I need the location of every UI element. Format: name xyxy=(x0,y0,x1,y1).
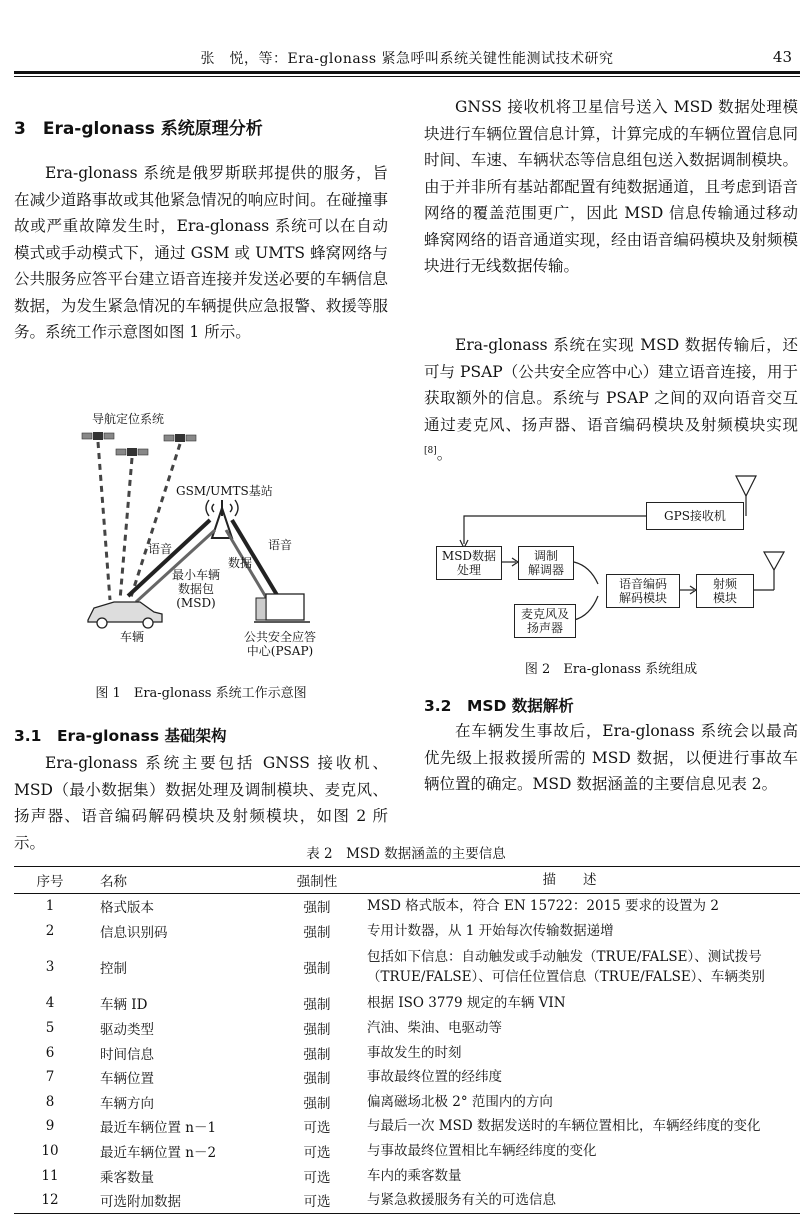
satellite-icon xyxy=(164,434,196,442)
cell-description: 事故发生的时刻 xyxy=(367,1044,462,1061)
label-satellite-system: 导航定位系统 xyxy=(92,412,165,426)
cell-name: 最近车辆位置 n－1 xyxy=(100,1120,217,1137)
header-rule-thick xyxy=(14,71,800,74)
label-vehicle: 车辆 xyxy=(120,630,145,644)
cell-mandatory: 强制 xyxy=(303,1095,331,1112)
cell-description: 车内的乘客数量 xyxy=(367,1167,462,1184)
antenna-icon xyxy=(764,552,784,590)
mic-speaker-box xyxy=(514,604,576,638)
table-header-row xyxy=(14,867,800,894)
satellite-icon xyxy=(116,448,148,456)
section-3-1-heading: 3.1 Era-glonass 基础架构 xyxy=(14,727,227,745)
cell-index: 12 xyxy=(14,1188,86,1213)
packet-line-3: (MSD) xyxy=(176,596,216,610)
table-row xyxy=(14,1065,800,1090)
page-number: 43 xyxy=(772,48,792,66)
cell-name: 最近车辆位置 n－2 xyxy=(100,1145,217,1162)
cell-mandatory: 强制 xyxy=(303,1071,331,1088)
cell-mandatory: 可选 xyxy=(303,1169,331,1186)
label-msd-packet xyxy=(172,568,220,610)
label-psap xyxy=(244,630,316,658)
cell-mandatory: 强制 xyxy=(303,1046,331,1063)
gps-receiver-box: GPS接收机 xyxy=(646,502,744,530)
table-row xyxy=(14,1139,800,1164)
label-voice-left: 语音 xyxy=(148,542,173,556)
table-row xyxy=(14,991,800,1016)
citation: [8] xyxy=(424,446,437,456)
table-row xyxy=(14,943,800,991)
rf-line-1: 射频 xyxy=(712,577,737,591)
paragraph-text: 在车辆发生事故后，Era-glonass 系统会以最高优先级上报救援所需的 MSD 数据，以便进行事故车辆位置的确定。MSD 数据涵盖的主要信息见表 2。 xyxy=(424,722,798,793)
mic-line-2: 扬声器 xyxy=(526,621,563,635)
mod-line-1: 调制 xyxy=(533,549,558,563)
table-row xyxy=(14,1090,800,1115)
codec-line-1: 语音编码 xyxy=(618,577,667,591)
header-index: 序号 xyxy=(14,867,86,894)
car-icon xyxy=(88,602,162,628)
mod-to-codec-arrow xyxy=(574,562,598,584)
cell-description: 与紧急救援服务有关的可选信息 xyxy=(363,1188,800,1213)
cell-mandatory: 强制 xyxy=(303,924,331,941)
voice-codec-box xyxy=(606,574,680,608)
msd-table xyxy=(14,866,800,1214)
msd-line-1: MSD数据 xyxy=(441,549,497,563)
cell-index: 8 xyxy=(45,1093,55,1110)
table-row xyxy=(14,1040,800,1065)
cell-index: 6 xyxy=(45,1044,55,1061)
cell-description: 专用计数器，从 1 开始每次传输数据递增 xyxy=(367,922,614,939)
cell-mandatory: 可选 xyxy=(303,1120,331,1137)
figure-1-diagram xyxy=(70,408,370,668)
cell-description: 包括如下信息：自动触发或手动触发（TRUE/FALSE）、测试拨号（TRUE/FALSE）、可信任位置信息（TRUE/FALSE）、车辆类别 xyxy=(367,949,765,986)
cell-name: 车辆位置 xyxy=(100,1071,154,1088)
cell-description: 事故最终位置的经纬度 xyxy=(367,1069,502,1086)
packet-line-1: 最小车辆 xyxy=(172,568,221,582)
psap-workstation-icon xyxy=(254,594,310,622)
section-3-2-heading: 3.2 MSD 数据解析 xyxy=(424,697,574,715)
mic-line-1: 麦克风及 xyxy=(520,607,569,621)
satellite-icon xyxy=(82,432,114,440)
cell-index: 4 xyxy=(45,995,55,1012)
modulator-box xyxy=(518,546,574,580)
gps-to-msd-arrow xyxy=(464,516,646,544)
cell-name: 车辆 ID xyxy=(100,997,148,1014)
cell-mandatory: 强制 xyxy=(303,961,331,978)
cell-index: 7 xyxy=(45,1069,55,1086)
figure-2-caption: 图 2 Era-glonass 系统组成 xyxy=(524,662,698,677)
cell-description: MSD 格式版本，符合 EN 15722：2015 要求的设置为 2 xyxy=(367,898,719,915)
cell-index: 9 xyxy=(45,1118,55,1135)
cell-index: 2 xyxy=(45,922,55,939)
label-base-station: GSM/UMTS基站 xyxy=(176,484,273,498)
table-row xyxy=(14,1016,800,1041)
packet-line-2: 数据包 xyxy=(178,582,215,596)
cell-name: 时间信息 xyxy=(100,1046,154,1063)
header-name: 名称 xyxy=(86,867,271,894)
header-mandatory: 强制性 xyxy=(271,867,363,894)
satellite-beam xyxy=(120,458,132,600)
label-data: 数据 xyxy=(228,556,253,570)
paragraph-text: Era-glonass 系统是俄罗斯联邦提供的服务，旨在减少道路事故或其他紧急情况的响应时间。在碰撞事故或严重故障发生时，Era-glonass 系统可以在自动模式或手动模式下，通过 GSM 或 UMTS 蜂窝网络与公共服务应答平台建立语音连接并发送必要的车辆信息数据，为发生紧急情况的车辆提供应急报警、救援等服务。系统工作示意图如图 1 所示。 xyxy=(14,164,388,341)
cell-description: 与最后一次 MSD 数据发送时的车辆位置相比，车辆经纬度的变化 xyxy=(367,1118,761,1135)
cell-description: 根据 ISO 3779 规定的车辆 VIN xyxy=(367,995,566,1012)
label-voice-right: 语音 xyxy=(268,538,293,552)
right-paragraph-3 xyxy=(424,718,798,798)
cell-index: 11 xyxy=(41,1167,59,1184)
section-3-heading: 3 Era-glonass 系统原理分析 xyxy=(14,119,263,139)
header-rule-thin xyxy=(14,76,800,77)
running-title: 张 悦，等：Era-glonass 紧急呼叫系统关键性能测试技术研究 xyxy=(200,51,614,67)
cell-name: 可选附加数据 xyxy=(86,1188,271,1213)
cell-mandatory: 可选 xyxy=(271,1188,363,1213)
cell-mandatory: 强制 xyxy=(303,900,331,917)
cell-name: 控制 xyxy=(100,961,127,978)
paragraph-text-main: Era-glonass 系统在实现 MSD 数据传输后，还可与 PSAP（公共安全应答中心）建立语音连接，用于获取额外的信息。系统与 PSAP 之间的双向语音交互通过麦克风、扬声器、语音编码模块及射频模块实现 xyxy=(424,336,798,434)
cell-name: 格式版本 xyxy=(100,900,154,917)
cell-mandatory: 可选 xyxy=(303,1145,331,1162)
psap-line-1: 公共安全应答 xyxy=(244,630,317,644)
table-row xyxy=(14,894,800,919)
satellite-beam xyxy=(98,442,110,600)
right-paragraph-1 xyxy=(424,94,798,280)
paragraph-text: GNSS 接收机将卫星信号送入 MSD 数据处理模块进行车辆位置信息计算，计算完成的车辆位置信息同时间、车速、车辆状态等信息组包送入数据调制模块。由于并非所有基站都配置有纯数据通道，且考虑到语音网络的覆盖范围更广，因此 MSD 信息传输通过移动蜂窝网络的语音通道实现，经由语音编码模块及射频模块进行无线数据传输。 xyxy=(424,98,798,275)
cell-index: 3 xyxy=(45,959,55,976)
table-row xyxy=(14,1188,800,1213)
msd-processing-box xyxy=(436,546,502,580)
cell-index: 10 xyxy=(41,1143,59,1160)
table-2-caption: 表 2 MSD 数据涵盖的主要信息 xyxy=(306,846,506,862)
psap-line-2: 中心(PSAP) xyxy=(246,644,314,658)
cell-index: 1 xyxy=(45,898,55,915)
paragraph-text: Era-glonass 系统主要包括 GNSS 接收机、MSD（最小数据集）数据处理及调制模块、麦克风、扬声器、语音编码解码模块及射频模块，如图 2 所示。 xyxy=(14,754,388,852)
cell-name: 乘客数量 xyxy=(100,1169,154,1186)
cell-name: 驱动类型 xyxy=(100,1022,154,1039)
header-description: 描述 xyxy=(363,867,800,894)
left-paragraph-2 xyxy=(14,750,388,856)
right-paragraph-2 xyxy=(424,332,798,468)
table-row xyxy=(14,1114,800,1139)
left-paragraph-1 xyxy=(14,160,388,346)
cell-name: 车辆方向 xyxy=(100,1095,154,1112)
msd-line-2: 处理 xyxy=(456,563,481,577)
paragraph-end: 。 xyxy=(436,445,453,464)
cell-index: 5 xyxy=(45,1020,55,1037)
rf-module-box xyxy=(696,574,754,608)
cell-description: 汽油、柴油、电驱动等 xyxy=(367,1020,502,1037)
running-header xyxy=(14,48,800,72)
table-row xyxy=(14,919,800,944)
cell-mandatory: 强制 xyxy=(303,997,331,1014)
mod-line-2: 解调器 xyxy=(527,563,564,577)
cell-description: 与事故最终位置相比车辆经纬度的变化 xyxy=(367,1143,597,1160)
cell-mandatory: 强制 xyxy=(303,1022,331,1039)
table-row xyxy=(14,1163,800,1188)
mic-to-codec-arrow xyxy=(574,596,598,620)
codec-line-2: 解码模块 xyxy=(618,591,667,605)
rf-line-2: 模块 xyxy=(712,591,737,605)
paragraph-text xyxy=(424,332,798,468)
cell-name: 信息识别码 xyxy=(100,924,168,941)
figure-1-caption: 图 1 Era-glonass 系统工作示意图 xyxy=(95,686,307,701)
cell-description: 偏离磁场北极 2° 范围内的方向 xyxy=(367,1093,553,1110)
